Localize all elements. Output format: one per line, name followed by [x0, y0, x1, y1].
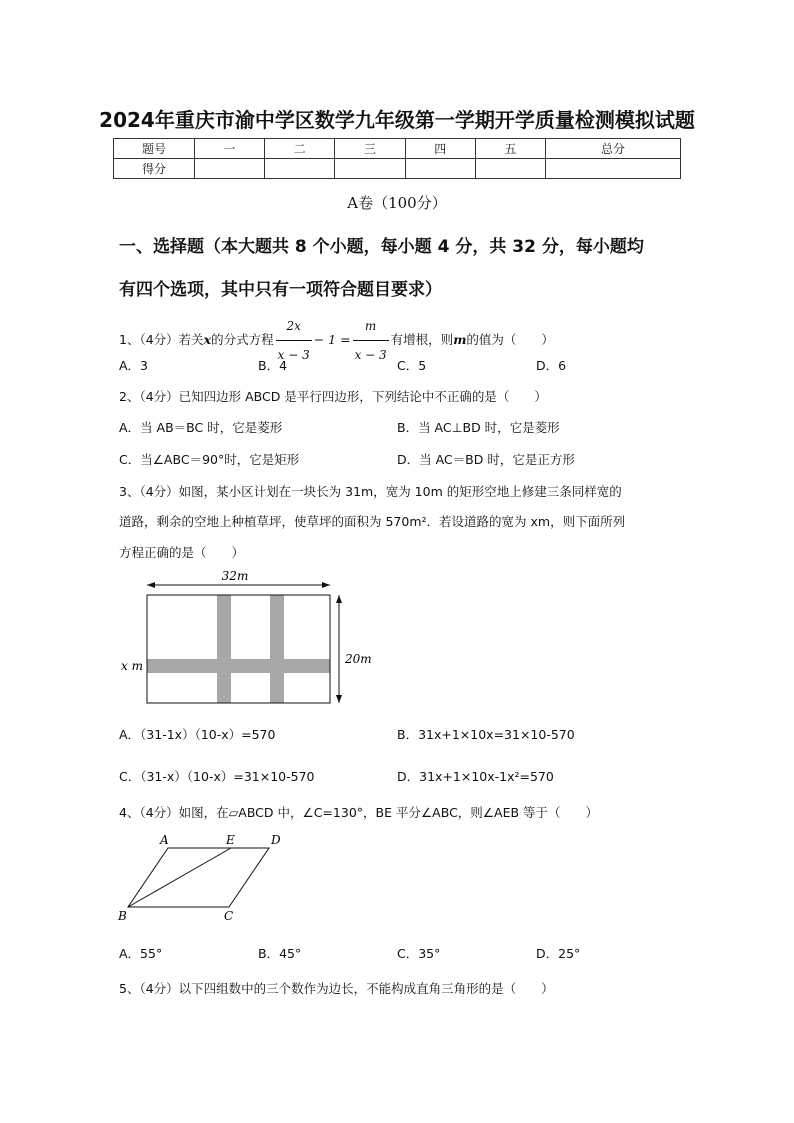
- right-label: 20m: [345, 652, 372, 666]
- question-3-line3: 方程正确的是（ ）: [119, 545, 245, 560]
- q3-option-d[interactable]: D．31x+1×10x-1x²=570: [397, 769, 554, 784]
- q1-option-a[interactable]: A．3: [119, 358, 149, 373]
- segment-be: [128, 848, 231, 907]
- score-cell[interactable]: [195, 159, 265, 179]
- page-title: 2024年重庆市渝中学区数学九年级第一学期开学质量检测模拟试题: [99, 108, 695, 132]
- q3-option-a[interactable]: A．（31-1x）（10-x）=570: [119, 727, 276, 742]
- q1-suffix1: 有增根，则: [390, 332, 454, 347]
- plot-outline: [147, 595, 330, 703]
- right-arrow-bottom: [336, 695, 342, 703]
- q2-option-d[interactable]: D．当 AC＝BD 时，它是正方形: [397, 452, 575, 467]
- score-table-header-row: [114, 139, 681, 159]
- q1-frac1-numerator: 2x: [276, 312, 312, 341]
- road-rectangle-figure: [115, 565, 372, 715]
- label-e: E: [226, 833, 235, 847]
- q1-frac2-denominator: x − 3: [354, 348, 387, 362]
- q1-var-m: m: [453, 332, 467, 347]
- score-cell[interactable]: [335, 159, 405, 179]
- score-table: [113, 138, 681, 179]
- right-arrow-top: [336, 595, 342, 603]
- q4-option-a[interactable]: A．55°: [119, 946, 163, 961]
- part1-heading-line2: 有四个选项，其中只有一项符合题目要求）: [119, 280, 442, 300]
- q1-suffix2: 的值为（ ）: [466, 332, 554, 347]
- q1-frac2-numerator: m: [353, 312, 389, 341]
- question-3-line2: 道路，剩余的空地上种植草坪，使草坪的面积为 570m²．若设道路的宽为 xm，则下面所列: [119, 514, 626, 529]
- score-header-cell: 四: [405, 139, 475, 159]
- q1-option-b[interactable]: B．4: [258, 358, 288, 373]
- parallelogram-figure: [113, 830, 303, 925]
- question-1-stem: [119, 312, 554, 369]
- q1-mid: 的分式方程: [211, 332, 274, 347]
- q1-fraction-2: [353, 312, 389, 369]
- score-header-cell: 一: [195, 139, 265, 159]
- q4-option-d[interactable]: D．25°: [536, 946, 581, 961]
- q3-option-b[interactable]: B．31x+1×10x=31×10-570: [397, 727, 575, 742]
- left-label: x m: [121, 659, 143, 673]
- score-header-cell: 总分: [546, 139, 681, 159]
- q2-option-b[interactable]: B．当 AC⊥BD 时，它是菱形: [397, 420, 560, 435]
- label-c: C: [224, 909, 234, 923]
- label-d: D: [271, 833, 281, 847]
- vertical-road-1: [217, 595, 231, 703]
- score-table-score-row: [114, 159, 681, 179]
- top-label: 32m: [221, 569, 249, 583]
- q1-option-c[interactable]: C．5: [397, 358, 427, 373]
- q3-option-c[interactable]: C．（31-x）（10-x）=31×10-570: [119, 769, 315, 784]
- q2-option-c[interactable]: C．当∠ABC＝90°时，它是矩形: [119, 452, 300, 467]
- horizontal-road: [147, 659, 330, 673]
- q1-option-d[interactable]: D．6: [536, 358, 567, 373]
- parallelogram-abcd: [128, 848, 269, 907]
- score-header-cell: 五: [475, 139, 545, 159]
- score-cell[interactable]: [265, 159, 335, 179]
- q4-option-b[interactable]: B．45°: [258, 946, 302, 961]
- section-a-heading: A卷（100分）: [347, 194, 447, 212]
- q2-option-a[interactable]: A．当 AB＝BC 时，它是菱形: [119, 420, 283, 435]
- score-cell[interactable]: [475, 159, 545, 179]
- score-header-cell: 二: [265, 139, 335, 159]
- q1-minus-one: − 1 =: [313, 332, 351, 347]
- top-arrow-left: [147, 582, 155, 588]
- score-header-cell: 三: [335, 139, 405, 159]
- question-5-stem: 5、（4分）以下四组数中的三个数作为边长，不能构成直角三角形的是（ ）: [119, 981, 554, 996]
- label-a: A: [160, 833, 169, 847]
- top-arrow-right: [322, 582, 330, 588]
- vertical-road-2: [270, 595, 284, 703]
- score-row-label: 得分: [114, 159, 195, 179]
- score-cell[interactable]: [546, 159, 681, 179]
- q1-frac1-denominator: x − 3: [277, 348, 310, 362]
- score-cell[interactable]: [405, 159, 475, 179]
- question-4-stem: 4、（4分）如图，在▱ABCD 中，∠C=130°，BE 平分∠ABC，则∠AEB 等于（ ）: [119, 805, 599, 820]
- q1-var-x: x: [203, 332, 212, 347]
- question-2-stem: 2、（4分）已知四边形 ABCD 是平行四边形，下列结论中不正确的是（ ）: [119, 389, 547, 404]
- score-header-cell: 题号: [114, 139, 195, 159]
- question-3-line1: 3、（4分）如图，某小区计划在一块长为 31m，宽为 10m 的矩形空地上修建三条同样宽的: [119, 484, 622, 499]
- part1-heading-line1: 一、选择题（本大题共 8 个小题，每小题 4 分，共 32 分，每小题均: [119, 237, 644, 257]
- q4-option-c[interactable]: C．35°: [397, 946, 441, 961]
- q1-prefix: 1、（4分）若关: [119, 332, 204, 347]
- label-b: B: [118, 909, 127, 923]
